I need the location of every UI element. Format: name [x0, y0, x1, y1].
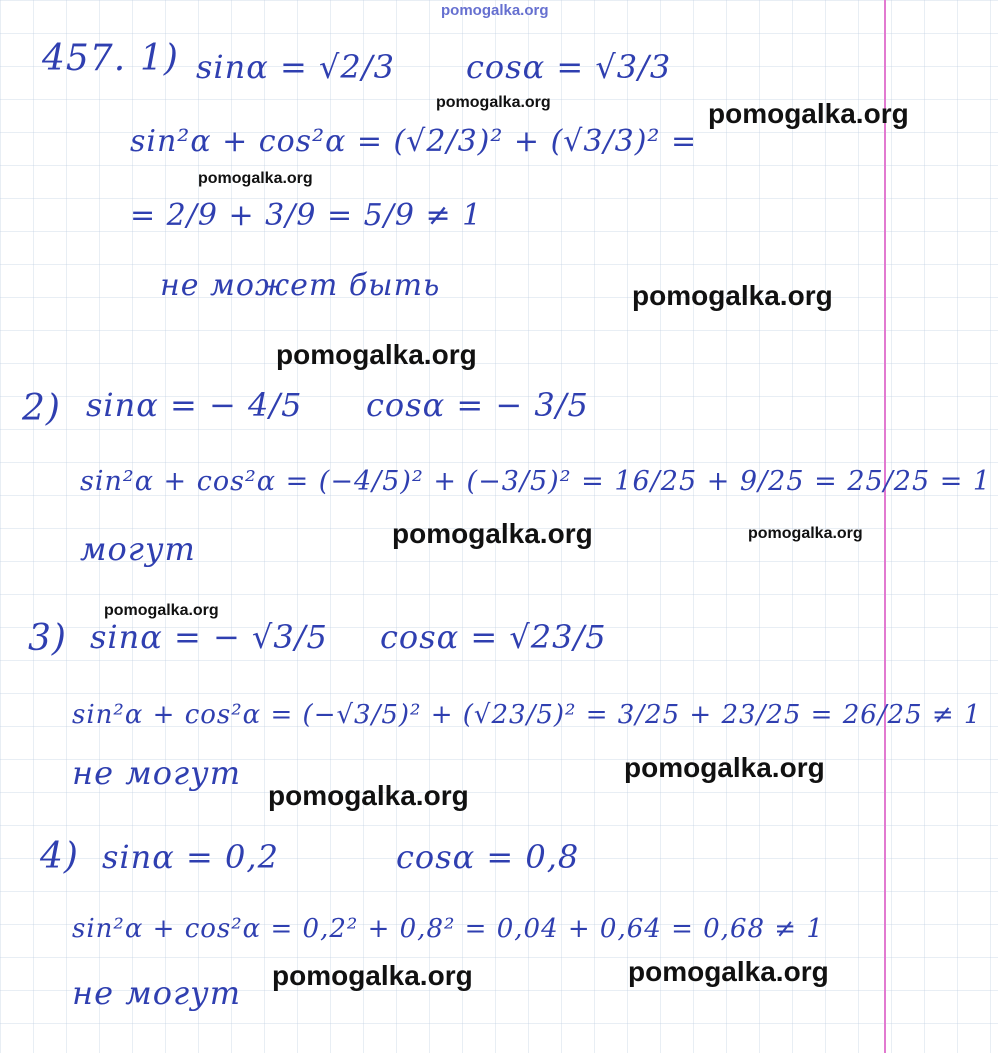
part-1-label: 1)	[140, 38, 179, 79]
problem-number: 457.	[42, 38, 127, 79]
part-2-identity: sin²α + cos²α = (−4/5)² + (−3/5)² = 16/25 + 9/25 = 25/25 = 1	[80, 466, 992, 497]
part-4-label: 4)	[40, 836, 79, 877]
margin-line	[884, 0, 886, 1053]
part-1-conclusion: не может быть	[160, 268, 441, 303]
part-3-identity: sin²α + cos²α = (−√3/5)² + (√23/5)² = 3/25 + 23/25 = 26/25 ≠ 1	[72, 700, 982, 730]
part-2-given-cos: cosα = − 3/5	[366, 386, 589, 424]
watermark: pomogalka.org	[708, 98, 909, 129]
part-3-given-cos: cosα = √23/5	[380, 618, 607, 656]
part-1-calc: = 2/9 + 3/9 = 5/9 ≠ 1	[130, 198, 483, 233]
watermark: pomogalka.org	[272, 960, 473, 991]
watermark: pomogalka.org	[632, 280, 833, 311]
part-2-label: 2)	[22, 388, 61, 429]
watermark: pomogalka.org	[748, 525, 863, 542]
part-4-identity: sin²α + cos²α = 0,2² + 0,8² = 0,04 + 0,64 = 0,68 ≠ 1	[72, 914, 824, 944]
part-3-conclusion: не могут	[72, 754, 242, 792]
watermark: pomogalka.org	[436, 94, 551, 111]
part-3-given-sin: sinα = − √3/5	[90, 618, 328, 656]
watermark-top: pomogalka.org	[441, 2, 549, 19]
part-4-given-sin: sinα = 0,2	[102, 838, 279, 876]
part-3-label: 3)	[28, 618, 67, 659]
watermark: pomogalka.org	[268, 780, 469, 811]
part-2-given-sin: sinα = − 4/5	[86, 386, 303, 424]
part-4-conclusion: не могут	[72, 974, 242, 1012]
watermark: pomogalka.org	[198, 170, 313, 187]
part-1-given-cos: cosα = √3/3	[466, 48, 672, 86]
part-1-identity: sin²α + cos²α = (√2/3)² + (√3/3)² =	[130, 124, 698, 159]
watermark: pomogalka.org	[276, 339, 477, 370]
watermark: pomogalka.org	[624, 752, 825, 783]
watermark: pomogalka.org	[392, 518, 593, 549]
watermark: pomogalka.org	[628, 956, 829, 987]
part-4-given-cos: cosα = 0,8	[396, 838, 580, 876]
part-1-given-sin: sinα = √2/3	[196, 48, 395, 86]
part-2-conclusion: могут	[80, 530, 196, 568]
watermark: pomogalka.org	[104, 602, 219, 619]
